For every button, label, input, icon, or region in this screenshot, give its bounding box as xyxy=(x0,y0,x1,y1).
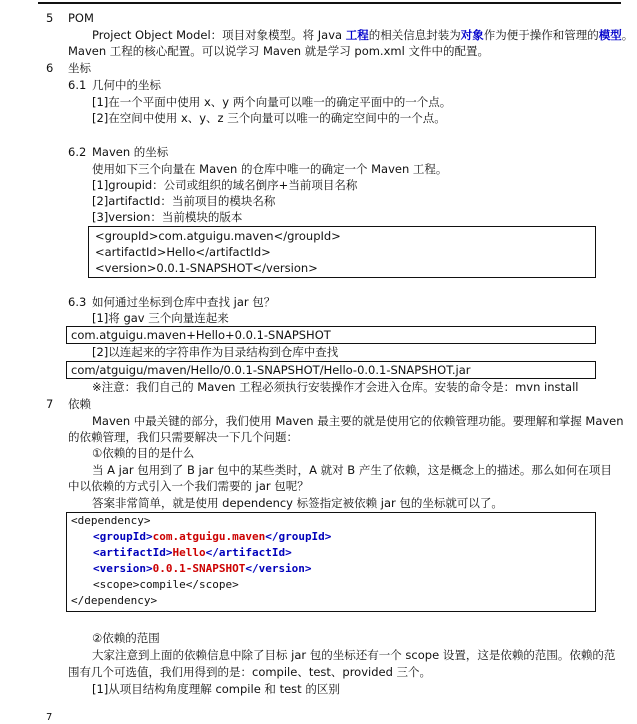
text-line: 当 A jar 包用到了 B jar 包中的某些类时，A 就对 B 产生了依赖，这是概念上的描述。那么如何在项目 xyxy=(92,463,612,477)
section-6-title: 坐标 xyxy=(68,61,91,75)
text-line: 围有几个可选值，我们用得到的是：compile、test、provided 三个。 xyxy=(68,665,432,679)
code-line: com/atguigu/maven/Hello/0.0.1-SNAPSHOT/Hello-0.0.1-SNAPSHOT.jar xyxy=(71,363,471,377)
text-line: [1]在一个平面中使用 x、y 两个向量可以唯一的确定平面中的一个点。 xyxy=(92,95,452,109)
text-line: Maven 中最关键的部分，我们使用 Maven 最主要的就是使用它的依赖管理功能。要理解和掌握 Maven xyxy=(92,414,624,428)
section-7-number: 7 xyxy=(46,397,54,411)
text-line: [1]将 gav 三个向量连起来 xyxy=(92,311,229,325)
text-line: [1]groupid：公司或组织的域名倒序+当前项目名称 xyxy=(92,178,358,192)
section-6-1-number: 6.1 xyxy=(68,78,87,92)
section-6-2-number: 6.2 xyxy=(68,145,87,159)
code-box-gav xyxy=(66,326,596,344)
keyword-link[interactable]: 工程 xyxy=(345,28,369,42)
code-line: <artifactId>Hello</artifactId> xyxy=(93,546,292,559)
code-line: </dependency> xyxy=(71,594,158,607)
code-line: <artifactId>Hello</artifactId> xyxy=(95,245,271,259)
text-line: 大家注意到上面的依赖信息中除了目标 jar 包的坐标还有一个 scope 设置，这是依赖的范围。依赖的范 xyxy=(92,648,616,662)
keyword-link[interactable]: 对象 xyxy=(460,28,484,42)
top-rule xyxy=(38,2,621,4)
code-line: <dependency> xyxy=(71,514,151,527)
section-6-2-title: Maven 的坐标 xyxy=(92,145,169,159)
text-line: ②依赖的范围 xyxy=(92,631,160,645)
code-line: <groupId>com.atguigu.maven</groupId> xyxy=(95,229,341,243)
section-5-paragraph-1: Project Object Model：项目对象模型。将 Java 工程的相关信息封装为对象作为便于操作和管理的模型。 xyxy=(92,28,634,42)
code-box-coordinates xyxy=(88,226,596,278)
section-6-3-number: 6.3 xyxy=(68,295,87,309)
note-line: ※注意：我们自己的 Maven 工程必须执行安装操作才会进入仓库。安装的命令是：mvn install xyxy=(92,380,579,394)
text-line: [2]以连起来的字符串作为目录结构到仓库中查找 xyxy=(92,345,339,359)
section-6-number: 6 xyxy=(46,61,54,75)
keyword-link[interactable]: 模型 xyxy=(598,28,622,42)
code-box-dependency xyxy=(66,512,596,612)
code-line: <version>0.0.1-SNAPSHOT</version> xyxy=(93,562,312,575)
text-line: [1]从项目结构角度理解 compile 和 test 的区别 xyxy=(92,682,340,696)
text-line: 的依赖管理，我们只需要解决一下几个问题： xyxy=(68,430,298,444)
code-line: <scope>compile</scope> xyxy=(93,578,239,591)
section-7-title: 依赖 xyxy=(68,397,91,411)
section-5-number: 5 xyxy=(46,11,54,25)
section-5-title: POM xyxy=(68,11,94,25)
page-footer-number: 7 xyxy=(46,712,53,723)
text-line: 答案非常简单，就是使用 dependency 标签指定被依赖 jar 包的坐标就可以了。 xyxy=(92,496,503,510)
section-6-3-title: 如何通过坐标到仓库中查找 jar 包？ xyxy=(92,295,276,309)
code-line: <version>0.0.1-SNAPSHOT</version> xyxy=(95,261,318,275)
text-line: 中以依赖的方式引入一个我们需要的 jar 包呢？ xyxy=(68,479,309,493)
code-box-path xyxy=(66,361,596,379)
code-line: com.atguigu.maven+Hello+0.0.1-SNAPSHOT xyxy=(71,328,331,342)
text-line: [2]artifactId：当前项目的模块名称 xyxy=(92,194,276,208)
text-line: [2]在空间中使用 x、y、z 三个向量可以唯一的确定空间中的一个点。 xyxy=(92,111,446,125)
section-5-paragraph-2: Maven 工程的核心配置。可以说学习 Maven 就是学习 pom.xml 文件中的配置。 xyxy=(68,44,489,58)
text-line: 使用如下三个向量在 Maven 的仓库中唯一的确定一个 Maven 工程。 xyxy=(92,162,448,176)
code-line: <groupId>com.atguigu.maven</groupId> xyxy=(93,530,332,543)
text-line: ①依赖的目的是什么 xyxy=(92,446,195,460)
text-line: [3]version：当前模块的版本 xyxy=(92,210,243,224)
section-6-1-title: 几何中的坐标 xyxy=(92,78,161,92)
